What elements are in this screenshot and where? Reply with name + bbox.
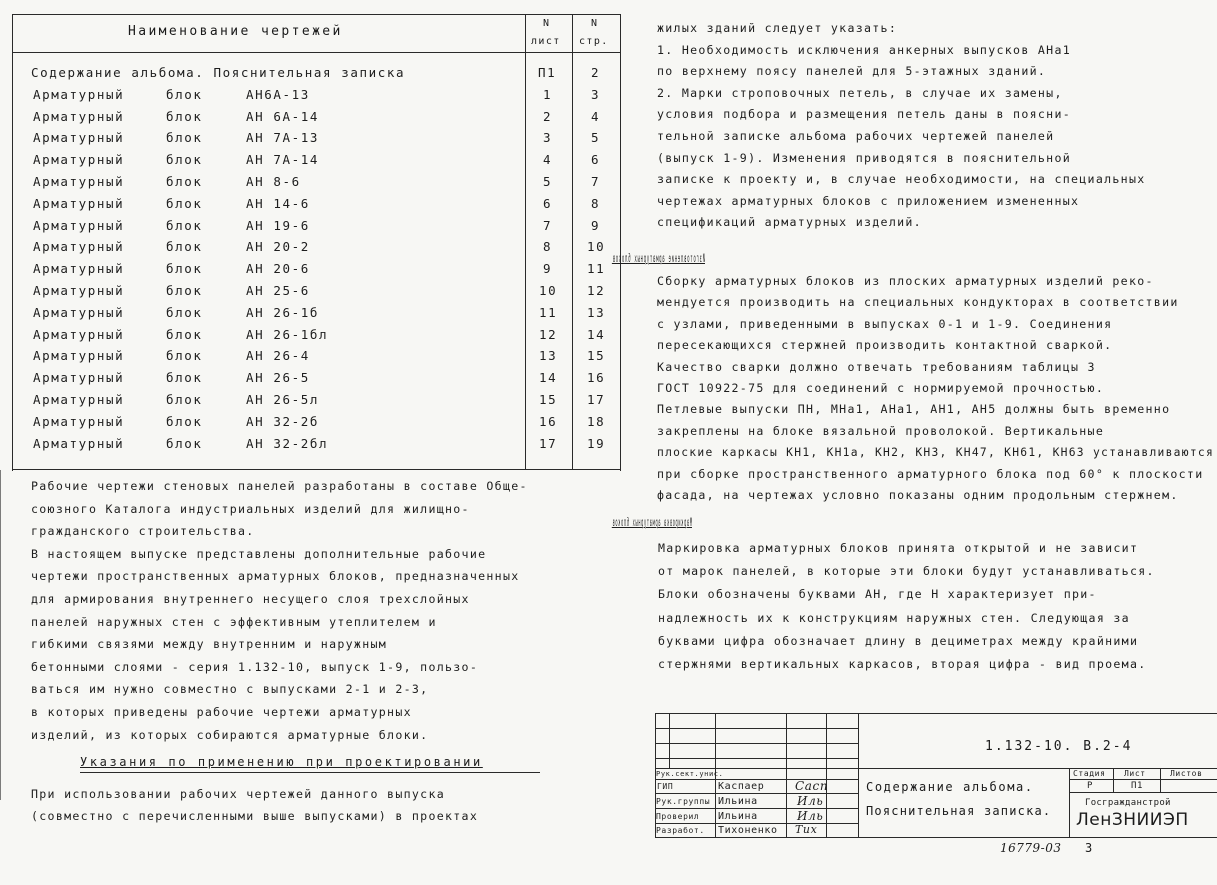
right-text-line: Сборку арматурных блоков из плоских арматурных изделий реко- <box>657 274 1154 288</box>
toc-row-mark: АН 14-6 <box>246 195 310 211</box>
toc-row-name: Арматурный <box>33 152 125 168</box>
toc-row-page: 3 <box>591 86 601 102</box>
right-text-line: с узлами, приведенными в выпусках 0-1 и 1-9. Соединения <box>657 316 1113 331</box>
toc-row-page: 11 <box>587 261 606 277</box>
stamp-role-4: Разработ. <box>656 826 705 835</box>
toc-row-sheet: 16 <box>539 413 558 429</box>
footer-inventory-number: 16779-03 <box>1000 841 1062 855</box>
toc-row-sheet: 6 <box>543 195 553 211</box>
toc-row-kind: блок <box>166 304 203 320</box>
toc-col-divider-2 <box>572 14 573 469</box>
toc-row-sheet: 15 <box>539 392 558 407</box>
toc-row-name: Арматурный <box>33 370 125 386</box>
toc-row-mark: АН 26-5л <box>246 392 320 407</box>
toc-row-mark: АН 8-6 <box>246 174 301 189</box>
right-text-line: условия подбора и размещения петель даны в поясни- <box>657 107 1072 122</box>
toc-row-page: 6 <box>591 152 601 168</box>
right-text-line: (выпуск 1-9). Изменения приводятся в пояснительной <box>657 150 1072 165</box>
stamp-name-2: Ильина <box>718 796 758 807</box>
left-text-line: (совместно с перечисленными выше выпусками) в проектах <box>31 809 479 823</box>
toc-row-sheet: 3 <box>543 130 553 146</box>
toc-row-mark: АН 26-5 <box>246 370 310 386</box>
left-text-line: для армирования внутреннего несущего слоя трехслойных <box>31 592 470 606</box>
stamp-role-0: Рук.сект.унис. <box>656 770 724 778</box>
right-text-line: тельной записке альбома рабочих чертежей панелей <box>657 129 1055 143</box>
stamp-name-3: Ильина <box>718 811 758 822</box>
stamp-stage-value: Р <box>1087 781 1094 791</box>
toc-row-sheet: 14 <box>539 370 558 386</box>
right-text-line: закреплены на блоке вязальной проволокой. Вертикальные <box>657 423 1105 438</box>
toc-row-page: 2 <box>591 65 601 80</box>
right-text-line: стержнями вертикальных каркасов, вторая цифра - вид проема. <box>658 657 1147 671</box>
toc-row-kind: блок <box>166 435 203 451</box>
toc-bottom-divider <box>12 469 620 470</box>
left-text-line: союзного Каталога индустриальных изделий для жилищно- <box>31 501 470 516</box>
right-text-line: плоские каркасы КН1, КН1а, КН2, КН3, КН47, КН61, КН63 устанавливаются <box>657 445 1215 460</box>
toc-row-name: Арматурный <box>33 326 125 342</box>
right-text-line: 1. Необходимость исключения анкерных выпусков АНа1 <box>657 42 1072 57</box>
toc-header-sheet-label: лист <box>531 36 561 47</box>
toc-row-sheet: 4 <box>543 152 553 168</box>
toc-row-sheet: 17 <box>539 435 558 451</box>
right-text-line: от марок панелей, в которые эти блоки будут устанавливаться. <box>658 564 1155 579</box>
toc-row-kind: блок <box>166 413 203 429</box>
left-text-line: Рабочие чертежи стеновых панелей разработаны в составе Обще- <box>31 479 528 493</box>
toc-row-name: Арматурный <box>33 108 125 124</box>
left-text-line: гражданского строительства. <box>31 524 255 539</box>
stamp-signature-2: Иль <box>797 794 824 808</box>
stamp-stage-label: Стадия <box>1073 769 1106 778</box>
toc-row-mark: АН 20-2 <box>246 239 310 255</box>
left-text-line: в которых приведены рабочие чертежи арматурных <box>31 705 412 719</box>
toc-row-page: 5 <box>591 130 601 146</box>
toc-row-page: 7 <box>591 174 601 189</box>
toc-row-sheet: 10 <box>539 283 558 298</box>
toc-row-sheet: 11 <box>539 304 558 320</box>
toc-row-name: Арматурный <box>33 413 125 429</box>
left-text-line: бетонными слоями - серия 1.132-10, выпуск 1-9, пользо- <box>31 659 479 674</box>
toc-row-mark: АН 19-6 <box>246 217 310 233</box>
toc-frame-top <box>12 14 620 15</box>
right-text-line: 2. Марки строповочных петель, в случае их замены, <box>657 85 1063 100</box>
right-text-line: по верхнему поясу панелей для 5-этажных зданий. <box>657 64 1047 79</box>
toc-row-kind: блок <box>166 348 203 364</box>
toc-row-mark: АН 7А-13 <box>246 130 320 146</box>
toc-row-page: 4 <box>591 108 601 124</box>
stamp-signature-1: Сасп <box>795 779 829 793</box>
left-text-line: изделий, из которых собираются арматурные блоки. <box>31 727 429 742</box>
stamp-code: 1.132-10. В.2-4 <box>985 739 1133 754</box>
stamp-signature-3: Иль <box>797 809 824 823</box>
toc-row-kind: блок <box>166 217 203 233</box>
right-text-line: Качество сварки должно отвечать требованиям таблицы 3 <box>657 359 1096 374</box>
toc-row-name: Арматурный <box>33 174 125 189</box>
toc-row-sheet: 2 <box>543 108 553 124</box>
toc-row-sheet: 13 <box>539 348 558 364</box>
stamp-org-line-2: ЛенЗНИИЭП <box>1076 810 1189 830</box>
toc-row-page: 16 <box>587 370 606 386</box>
toc-row-mark: АН 26-1б <box>246 304 320 320</box>
toc-row-name: Арматурный <box>33 304 125 320</box>
toc-row-name: Арматурный <box>33 86 125 102</box>
stamp-title-line-1: Содержание альбома. <box>866 780 1034 794</box>
stamp-sheet-value: П1 <box>1131 781 1144 791</box>
toc-col-divider-1 <box>525 14 526 469</box>
toc-row-kind: блок <box>166 370 203 386</box>
toc-frame-right <box>620 14 621 471</box>
toc-row-kind: блок <box>166 195 203 211</box>
toc-row-sheet: 5 <box>543 174 553 189</box>
toc-row-mark: АН 32-2б <box>246 413 320 429</box>
stamp-title-line-2: Пояснительная записка. <box>866 804 1052 818</box>
right-heading-marking: Маркировка арматурных блоков <box>611 515 692 529</box>
right-text-line: Маркировка арматурных блоков принята открытой и не зависит <box>658 541 1139 555</box>
left-page-margin-line <box>0 470 1 800</box>
toc-row-kind: блок <box>166 392 203 407</box>
toc-row-page: 15 <box>587 348 606 364</box>
stamp-org-line-1: Госгражданстрой <box>1085 798 1171 808</box>
toc-row-sheet: 9 <box>543 261 553 277</box>
toc-row-sheet: 7 <box>543 217 553 233</box>
right-text-line: при сборке пространственного арматурного блока под 60° к плоскости <box>657 466 1204 481</box>
toc-row-name: Арматурный <box>33 130 125 146</box>
left-text-line: чертежи пространственных арматурных блоков, предназначенных <box>31 569 520 584</box>
right-text-line: мендуется производить на специальных кондукторах в соответствии <box>657 295 1179 310</box>
left-text-line: ваться им нужно совместно с выпусками 2-1 и 2-3, <box>31 682 429 697</box>
toc-row-page: 10 <box>587 239 606 255</box>
stamp-name-4: Тихоненко <box>718 825 778 836</box>
toc-frame-left <box>12 14 13 471</box>
toc-row-name: Содержание альбома. Пояснительная записка <box>31 65 406 80</box>
toc-row-page: 19 <box>587 435 606 451</box>
toc-row-name: Арматурный <box>33 217 125 233</box>
toc-row-page: 14 <box>587 326 606 342</box>
toc-row-page: 13 <box>587 304 606 320</box>
right-text-line: ГОСТ 10922-75 для соединений с нормируемой прочностью. <box>657 381 1105 395</box>
toc-row-kind: блок <box>166 283 203 298</box>
left-text-line: панелей наружных стен с эффективным утеплителем и <box>31 614 437 629</box>
toc-row-sheet: 1 <box>543 86 553 102</box>
right-text-line: буквами цифра обозначает длину в дециметрах между крайними <box>658 633 1139 648</box>
right-text-line: жилых зданий следует указать: <box>657 21 898 35</box>
right-heading-manufacture: Изготовление арматурных блоков <box>611 251 705 265</box>
toc-row-mark: АН 32-2бл <box>246 435 329 451</box>
toc-row-sheet: П1 <box>538 65 557 80</box>
toc-row-mark: АН 26-1бл <box>246 326 329 342</box>
toc-row-sheet: 8 <box>543 239 553 255</box>
stamp-signature-4: Тих <box>795 823 818 836</box>
right-text-line: пересекающихся стержней производить контактной сваркой. <box>657 338 1113 353</box>
toc-row-page: 12 <box>587 283 606 298</box>
toc-row-kind: блок <box>166 174 203 189</box>
toc-row-name: Арматурный <box>33 239 125 255</box>
toc-row-name: Арматурный <box>33 348 125 364</box>
toc-header-divider <box>12 52 620 53</box>
left-heading-usage: Указания по применению при проектировании <box>80 755 483 769</box>
toc-header-page-n: N <box>591 18 599 29</box>
left-text-line: При использовании рабочих чертежей данного выпуска <box>31 787 446 801</box>
toc-row-kind: блок <box>166 86 203 102</box>
toc-row-mark: АН6А-13 <box>246 86 310 102</box>
toc-row-kind: блок <box>166 152 203 168</box>
stamp-sheets-label: Листов <box>1170 769 1203 778</box>
stamp-role-3: Проверил <box>656 812 700 821</box>
stamp-role-1: ГИП <box>657 782 674 791</box>
stamp-name-1: Каспаер <box>718 781 765 792</box>
right-text-line: Петлевые выпуски ПН, МНа1, АНа1, АН1, АН5 должны быть временно <box>657 402 1171 417</box>
right-text-line: записке к проекту и, в случае необходимости, на специальных <box>657 172 1146 187</box>
toc-row-kind: блок <box>166 130 203 146</box>
toc-row-name: Арматурный <box>33 392 125 407</box>
toc-row-page: 9 <box>591 217 601 233</box>
left-text-line: гибкими связями между внутренним и наружным <box>31 637 388 652</box>
stamp-role-2: Рук.группы <box>656 797 711 806</box>
right-text-line: Блоки обозначены буквами АН, где Н характеризует при- <box>658 587 1097 602</box>
left-heading-underline-extra <box>80 772 540 773</box>
toc-header-name: Наименование чертежей <box>128 24 343 39</box>
toc-row-mark: АН 25-6 <box>246 283 310 298</box>
toc-row-page: 18 <box>587 413 606 429</box>
footer-page-number: 3 <box>1085 841 1094 855</box>
right-text-line: спецификаций арматурных изделий. <box>657 215 922 230</box>
toc-row-mark: АН 6А-14 <box>246 108 320 124</box>
toc-row-mark: АН 20-6 <box>246 261 310 277</box>
toc-row-page: 17 <box>587 392 606 407</box>
toc-row-name: Арматурный <box>33 435 125 451</box>
toc-header-page-label: стр. <box>579 36 609 47</box>
toc-row-mark: АН 7А-14 <box>246 152 320 168</box>
toc-row-mark: АН 26-4 <box>246 348 310 364</box>
toc-row-kind: блок <box>166 261 203 277</box>
stamp-sheet-label: Лист <box>1124 769 1146 778</box>
toc-row-sheet: 12 <box>539 326 558 342</box>
toc-row-name: Арматурный <box>33 283 125 298</box>
left-text-line: В настоящем выпуске представлены дополнительные рабочие <box>31 546 487 561</box>
toc-row-name: Арматурный <box>33 261 125 277</box>
right-text-line: фасада, на чертежах условно показаны одним продольным стержнем. <box>657 488 1179 502</box>
toc-header-sheet-n: N <box>543 18 551 29</box>
toc-row-kind: блок <box>166 108 203 124</box>
toc-row-page: 8 <box>591 195 601 211</box>
right-text-line: надлежность их к конструкциям наружных стен. Следующая за <box>658 610 1130 625</box>
toc-row-name: Арматурный <box>33 195 125 211</box>
toc-row-kind: блок <box>166 239 203 255</box>
toc-row-kind: блок <box>166 326 203 342</box>
right-text-line: чертежах арматурных блоков с приложением измененных <box>657 193 1080 208</box>
